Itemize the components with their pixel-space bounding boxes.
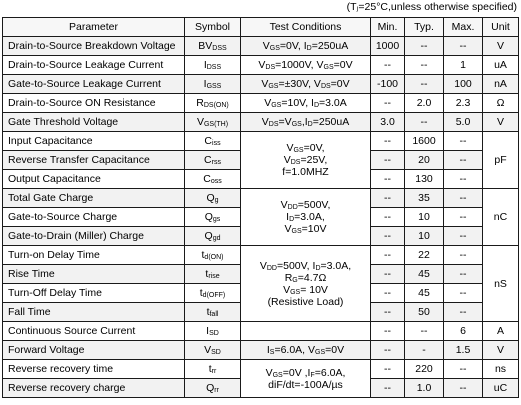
typ-cell: 220 — [405, 360, 444, 379]
test-conditions-cell — [241, 132, 371, 189]
test-conditions-cell: $V_{GS}=\pm 30V$, $V_{DS}=0V$ — [241, 75, 371, 94]
condition-line: $I_D=3.0A$, — [286, 211, 325, 223]
parameter-cell: Drain-to-Source Breakdown Voltage — [3, 37, 185, 56]
unit-cell: A — [483, 322, 519, 341]
typ-cell: - — [405, 341, 444, 360]
condition-line: $V_{DD}=500V$, — [280, 199, 331, 211]
min-cell: -- — [371, 341, 405, 360]
min-cell: -- — [371, 170, 405, 189]
min-cell: -- — [371, 151, 405, 170]
condition-line: f=1.0MHZ — [282, 166, 329, 178]
unit-cell: V — [483, 341, 519, 360]
parameter-cell: Turn-on Delay Time — [3, 246, 185, 265]
parameter-cell: Reverse Transfer Capacitance — [3, 151, 185, 170]
unit-cell: V — [483, 37, 519, 56]
typ-cell: -- — [405, 322, 444, 341]
test-conditions-cell: $V_{DS}=1000V$, $V_{GS}=0V$ — [241, 56, 371, 75]
parameter-cell: Reverse recovery time — [3, 360, 185, 379]
parameter-cell: Gate Threshold Voltage — [3, 113, 185, 132]
typ-cell: 22 — [405, 246, 444, 265]
min-cell: -- — [371, 227, 405, 246]
symbol-cell: $Q_{gd}$ — [185, 227, 241, 246]
table-row — [3, 56, 519, 75]
max-cell: 2.3 — [444, 94, 483, 113]
parameter-cell: Forward Voltage — [3, 341, 185, 360]
symbol-cell: $V_{GS(TH)}$ — [185, 113, 241, 132]
unit-cell: uC — [483, 379, 519, 398]
condition-line: $V_{GS}=0V$, — [286, 142, 325, 154]
parameter-cell: Total Gate Charge — [3, 189, 185, 208]
condition-line: $V_{DD}=500V$, $I_D=3.0A$, — [259, 259, 352, 272]
typ-cell: 10 — [405, 227, 444, 246]
max-cell: -- — [444, 208, 483, 227]
symbol-cell: $R_{DS(ON)}$ — [185, 94, 241, 113]
typ-cell: -- — [405, 56, 444, 75]
condition-line: $V_{GS}=0V$ $,I_F=6.0A$, — [265, 366, 346, 379]
table-row — [3, 246, 519, 265]
typ-cell: -- — [405, 113, 444, 132]
table-row — [3, 113, 519, 132]
min-cell: 1000 — [371, 37, 405, 56]
parameter-cell: Continuous Source Current — [3, 322, 185, 341]
min-cell: -- — [371, 94, 405, 113]
condition-line: diF/dt=-100A/µs — [268, 378, 343, 391]
min-cell: -100 — [371, 75, 405, 94]
min-cell: -- — [371, 189, 405, 208]
parameter-cell: Drain-to-Source ON Resistance — [3, 94, 185, 113]
max-cell: 5.0 — [444, 113, 483, 132]
test-conditions-cell — [241, 322, 371, 341]
table-row — [3, 132, 519, 151]
symbol-cell: $t_{rr}$ — [185, 360, 241, 379]
min-cell: 3.0 — [371, 113, 405, 132]
typ-cell: 35 — [405, 189, 444, 208]
electrical-characteristics-table — [2, 17, 519, 398]
test-conditions-cell — [241, 360, 371, 398]
min-cell: -- — [371, 56, 405, 75]
condition-line: $V_{DS}=25V$, — [283, 154, 328, 166]
condition-line: $R_G=4.7\Omega$ — [284, 271, 327, 284]
typ-cell: 20 — [405, 151, 444, 170]
min-cell: -- — [371, 208, 405, 227]
typ-cell: 2.0 — [405, 94, 444, 113]
symbol-cell: $C_{rss}$ — [185, 151, 241, 170]
table-row — [3, 189, 519, 208]
symbol-cell: $V_{SD}$ — [185, 341, 241, 360]
parameter-cell: Output Capacitance — [3, 170, 185, 189]
parameter-cell: Rise Time — [3, 265, 185, 284]
typ-cell: 1.0 — [405, 379, 444, 398]
header-unit: Unit — [483, 18, 519, 37]
test-conditions-cell: $V_{GS}=10V$, $I_D=3.0A$ — [241, 94, 371, 113]
unit-cell: nC — [483, 189, 519, 246]
symbol-cell: $BV_{DSS}$ — [185, 37, 241, 56]
max-cell: 1 — [444, 56, 483, 75]
test-conditions-cell: $V_{DS}=V_{GS},I_D=250uA$ — [241, 113, 371, 132]
max-cell: -- — [444, 189, 483, 208]
typ-cell: 50 — [405, 303, 444, 322]
test-conditions-cell — [241, 189, 371, 246]
symbol-cell: $I_{SD}$ — [185, 322, 241, 341]
conditions-note: (Tⱼ=25°C,unless otherwise specified) — [346, 1, 517, 13]
header-min: Min. — [371, 18, 405, 37]
header-row — [3, 18, 519, 37]
symbol-cell: $t_{rise}$ — [185, 265, 241, 284]
header-max: Max. — [444, 18, 483, 37]
symbol-cell: $Q_{rr}$ — [185, 379, 241, 398]
symbol-cell: $Q_g$ — [185, 189, 241, 208]
symbol-cell: $C_{iss}$ — [185, 132, 241, 151]
max-cell: 1.5 — [444, 341, 483, 360]
max-cell: -- — [444, 37, 483, 56]
typ-cell: -- — [405, 37, 444, 56]
typ-cell: 10 — [405, 208, 444, 227]
parameter-cell: Gate-to-Source Leakage Current — [3, 75, 185, 94]
parameter-cell: Gate-to-Drain (Miller) Charge — [3, 227, 185, 246]
unit-cell: uA — [483, 56, 519, 75]
symbol-cell: $I_{DSS}$ — [185, 56, 241, 75]
typ-cell: 45 — [405, 284, 444, 303]
min-cell: -- — [371, 265, 405, 284]
min-cell: -- — [371, 284, 405, 303]
condition-line: $V_{GS}= 10V$ — [283, 283, 328, 296]
parameter-cell: Reverse recovery charge — [3, 379, 185, 398]
min-cell: -- — [371, 379, 405, 398]
table-row — [3, 322, 519, 341]
symbol-cell: $t_{d(OFF)}$ — [185, 284, 241, 303]
max-cell: -- — [444, 360, 483, 379]
table-row — [3, 94, 519, 113]
table-row — [3, 37, 519, 56]
max-cell: -- — [444, 132, 483, 151]
parameter-cell: Gate-to-Source Charge — [3, 208, 185, 227]
table-row — [3, 360, 519, 379]
condition-line: $V_{GS}=10V$ — [284, 223, 327, 235]
symbol-cell: $Q_{gs}$ — [185, 208, 241, 227]
table-row — [3, 75, 519, 94]
max-cell: -- — [444, 303, 483, 322]
header-test-conditions: Test Conditions — [241, 18, 371, 37]
parameter-cell: Input Capacitance — [3, 132, 185, 151]
unit-cell: V — [483, 113, 519, 132]
max-cell: 100 — [444, 75, 483, 94]
symbol-cell: $I_{GSS}$ — [185, 75, 241, 94]
test-conditions-cell: $I_S=6.0A$, $V_{GS}=0V$ — [241, 341, 371, 360]
min-cell: -- — [371, 322, 405, 341]
parameter-cell: Fall Time — [3, 303, 185, 322]
table-row — [3, 341, 519, 360]
typ-cell: 130 — [405, 170, 444, 189]
max-cell: -- — [444, 265, 483, 284]
unit-cell: nA — [483, 75, 519, 94]
test-conditions-cell: $V_{GS}=0V$, $I_D=250uA$ — [241, 37, 371, 56]
min-cell: -- — [371, 246, 405, 265]
parameter-cell: Drain-to-Source Leakage Current — [3, 56, 185, 75]
unit-cell: nS — [483, 246, 519, 322]
condition-line: (Resistive Load) — [267, 295, 344, 308]
max-cell: -- — [444, 170, 483, 189]
max-cell: -- — [444, 151, 483, 170]
symbol-cell: $t_{fall}$ — [185, 303, 241, 322]
symbol-cell: $C_{oss}$ — [185, 170, 241, 189]
parameter-cell: Turn-Off Delay Time — [3, 284, 185, 303]
unit-cell: ns — [483, 360, 519, 379]
min-cell: -- — [371, 132, 405, 151]
max-cell: -- — [444, 227, 483, 246]
symbol-cell: $t_{d(ON)}$ — [185, 246, 241, 265]
max-cell: 6 — [444, 322, 483, 341]
header-typ: Typ. — [405, 18, 444, 37]
typ-cell: -- — [405, 75, 444, 94]
test-conditions-cell — [241, 246, 371, 322]
max-cell: -- — [444, 284, 483, 303]
min-cell: -- — [371, 360, 405, 379]
max-cell: -- — [444, 379, 483, 398]
min-cell: -- — [371, 303, 405, 322]
unit-cell: pF — [483, 132, 519, 189]
header-symbol: Symbol — [185, 18, 241, 37]
typ-cell: 1600 — [405, 132, 444, 151]
typ-cell: 45 — [405, 265, 444, 284]
unit-cell: Ω — [483, 94, 519, 113]
max-cell: -- — [444, 246, 483, 265]
header-parameter: Parameter — [3, 18, 185, 37]
